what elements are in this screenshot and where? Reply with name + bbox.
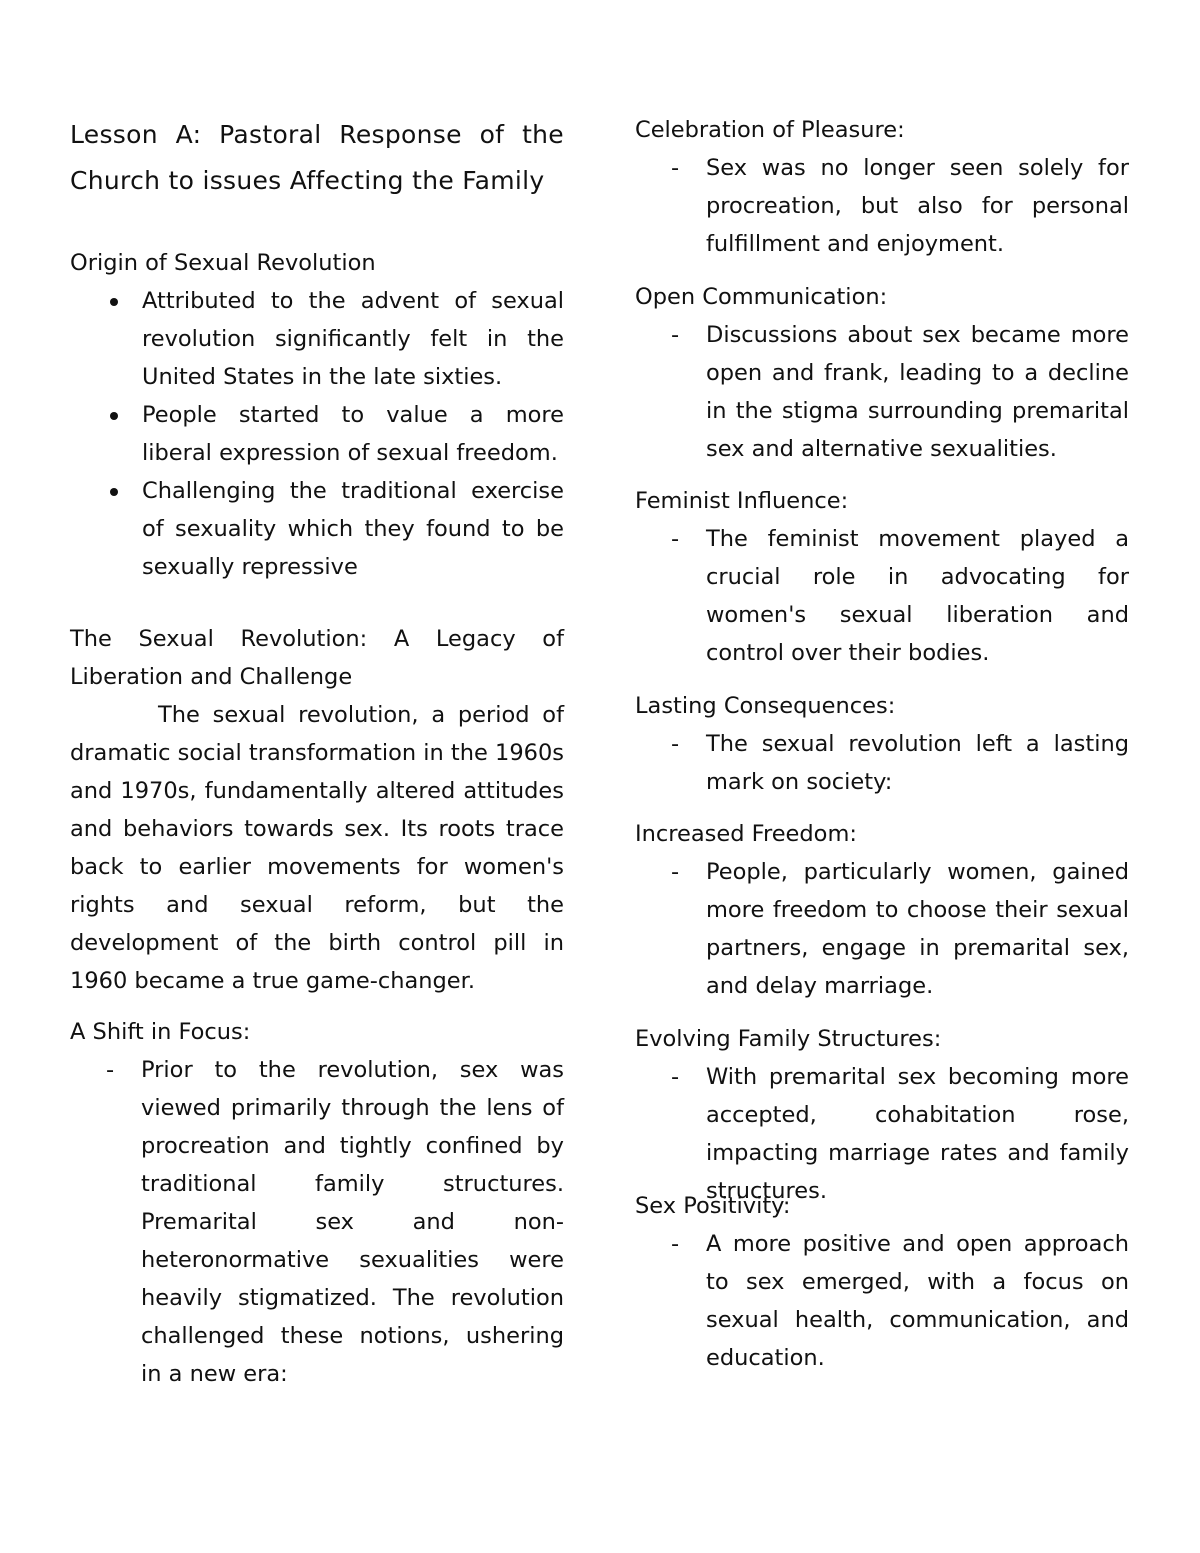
shift-heading: A Shift in Focus: xyxy=(70,1019,251,1045)
section-heading: Celebration of Pleasure: xyxy=(635,117,905,143)
section-heading: Sex Positivity: xyxy=(635,1193,791,1219)
dash-icon: - xyxy=(671,859,680,885)
section-communication xyxy=(635,278,1129,468)
list-item: - A more positive and open approach to sex emerged, with a focus on sexual health, communication, and education. xyxy=(635,1225,1129,1377)
list-item: - The sexual revolution left a lasting mark on society: xyxy=(635,725,1129,801)
list-item: - People, particularly women, gained more freedom to choose their sexual partners, engage in premarital sex, and delay marriage. xyxy=(635,853,1129,1005)
list-item: People started to value a more liberal expression of sexual freedom. xyxy=(70,396,564,472)
section-consequences xyxy=(635,687,1129,801)
section-heading: Feminist Influence: xyxy=(635,488,849,514)
legacy-section xyxy=(70,620,564,1000)
list-item: - Prior to the revolution, sex was viewed primarily through the lens of procreation and tightly confined by traditional family structures. Premarital sex and non-heteronormative sexualities were heavily stigmatized. The revolution challenged these notions, ushering in a new era: xyxy=(70,1051,564,1393)
list-item: Attributed to the advent of sexual revolution significantly felt in the United States in the late sixties. xyxy=(70,282,564,396)
origin-heading: Origin of Sexual Revolution xyxy=(70,250,376,276)
shift-section xyxy=(70,1013,564,1393)
section-feminist xyxy=(635,482,1129,672)
dash-icon: - xyxy=(671,1231,680,1257)
legacy-heading: The Sexual Revolution: A Legacy of Liberation and Challenge xyxy=(70,626,564,690)
shift-list xyxy=(70,1051,564,1393)
section-heading: Evolving Family Structures: xyxy=(635,1026,942,1052)
list-item: - Discussions about sex became more open and frank, leading to a decline in the stigma surrounding premarital sex and alternative sexualities. xyxy=(635,316,1129,468)
section-heading: Lasting Consequences: xyxy=(635,693,896,719)
dash-icon: - xyxy=(671,731,680,757)
dash-icon: - xyxy=(106,1057,115,1083)
dash-icon: - xyxy=(671,155,680,181)
legacy-paragraph: The sexual revolution, a period of dramatic social transformation in the 1960s and 1970s, fundamentally altered attitudes and behaviors towards sex. Its roots trace back to earlier movements for women's rights and sexual reform, but the development of the birth control pill in 1960 became a true game-changer. xyxy=(70,702,564,994)
lesson-title: Lesson A: Pastoral Response of the Church to issues Affecting the Family xyxy=(70,120,564,195)
section-family-structures xyxy=(635,1020,1129,1210)
origin-section xyxy=(70,244,564,586)
list-item: - The feminist movement played a crucial role in advocating for women's sexual liberation and control over their bodies. xyxy=(635,520,1129,672)
bullet-icon xyxy=(110,298,118,306)
list-item: Challenging the traditional exercise of sexuality which they found to be sexually repressive xyxy=(70,472,564,586)
section-sex-positivity xyxy=(635,1187,1129,1377)
list-item: - With premarital sex becoming more accepted, cohabitation rose, impacting marriage rates and family structures. xyxy=(635,1058,1129,1210)
dash-icon: - xyxy=(671,1064,680,1090)
section-freedom xyxy=(635,815,1129,1005)
section-heading: Open Communication: xyxy=(635,284,888,310)
bullet-icon xyxy=(110,412,118,420)
bullet-icon xyxy=(110,488,118,496)
dash-icon: - xyxy=(671,526,680,552)
section-celebration xyxy=(635,111,1129,263)
origin-bullet-list xyxy=(70,282,564,586)
section-heading: Increased Freedom: xyxy=(635,821,857,847)
dash-icon: - xyxy=(671,322,680,348)
list-item: - Sex was no longer seen solely for procreation, but also for personal fulfillment and enjoyment. xyxy=(635,149,1129,263)
